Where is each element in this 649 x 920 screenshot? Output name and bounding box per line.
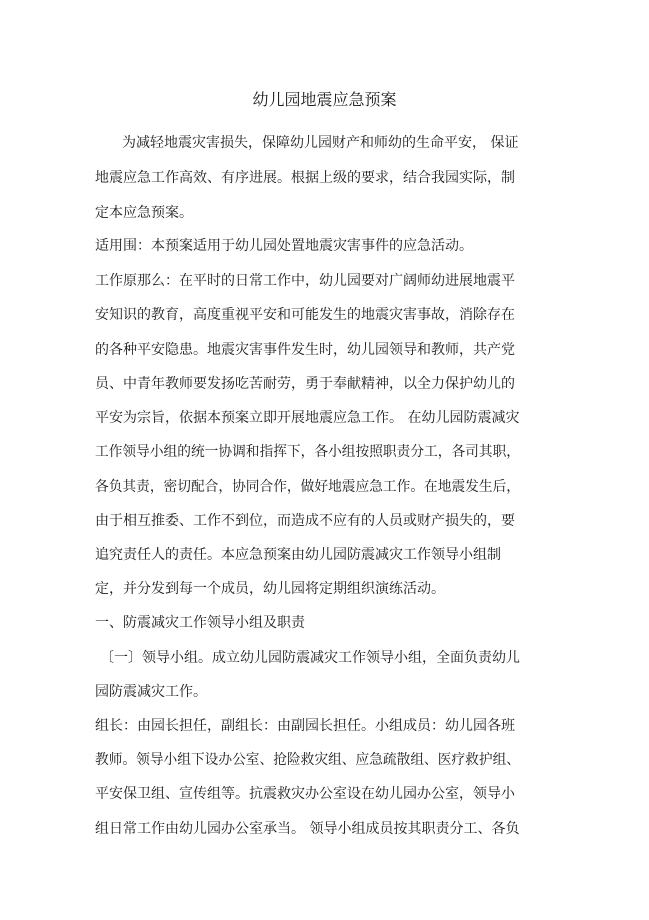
text-line: 平安为宗旨，依据本预案立即开展地震应急工作。 在幼儿园防震减灾 [95, 410, 520, 426]
text-line: 适用围：本预案适用于幼儿园处置地震灾害事件的应急活动。 [95, 238, 473, 254]
text-line: 的各种平安隐患。地震灾害事件发生时，幼儿园领导和教师，共产党 [95, 342, 515, 358]
text-line: 地震应急工作高效、有序进展。根据上级的要求，结合我园实际，制 [95, 170, 515, 186]
text-line: 追究责任人的责任。本应急预案由幼儿园防震减灾工作领导小组制 [95, 547, 501, 563]
text-line: 组日常工作由幼儿园办公室承当。 领导小组成员按其职责分工、各负 [95, 821, 520, 837]
text-line: 员、中青年教师要发扬吃苦耐劳，勇于奉献精神，以全力保护幼儿的 [95, 376, 515, 392]
text-line: 安知识的教育，高度重视平安和可能发生的地震灾害事故，消除存在 [95, 307, 515, 323]
text-line: 由于相互推委、工作不到位，而造成不应有的人员或财产损失的，要 [95, 513, 515, 529]
text-line: 为减轻地震灾害损失，保障幼儿园财产和师幼的生命平安， 保证 [122, 135, 519, 151]
text-line: 定，并分发到每一个成员，幼儿园将定期组织演练活动。 [95, 581, 445, 597]
text-line: 工作原那么：在平时的日常工作中，幼儿园要对广阔师幼进展地震平 [95, 273, 515, 289]
text-line: 平安保卫组、宣传组等。抗震救灾办公室设在幼儿园办公室，领导小 [95, 786, 515, 802]
text-line: 工作领导小组的统一协调和指挥下，各小组按照职责分工，各司其职， [95, 444, 520, 460]
text-line: 组长：由园长担任，副组长：由副园长担任。小组成员：幼儿园各班 [95, 718, 515, 734]
text-line: 〔一〕领导小组。成立幼儿园防震减灾工作领导小组，全面负责幼儿 [100, 650, 520, 666]
text-line: 各负其责，密切配合，协同合作，做好地震应急工作。在地震发生后， [95, 479, 520, 495]
text-line: 园防震减灾工作。 [95, 684, 207, 700]
section-heading: 一、防震减灾工作领导小组及职责 [95, 615, 305, 631]
text-line: 定本应急预案。 [95, 205, 193, 221]
document-title: 幼儿园地震应急预案 [252, 90, 397, 109]
text-line: 教师。领导小组下设办公室、抢险救灾组、应急疏散组、医疗救护组、 [95, 752, 520, 768]
